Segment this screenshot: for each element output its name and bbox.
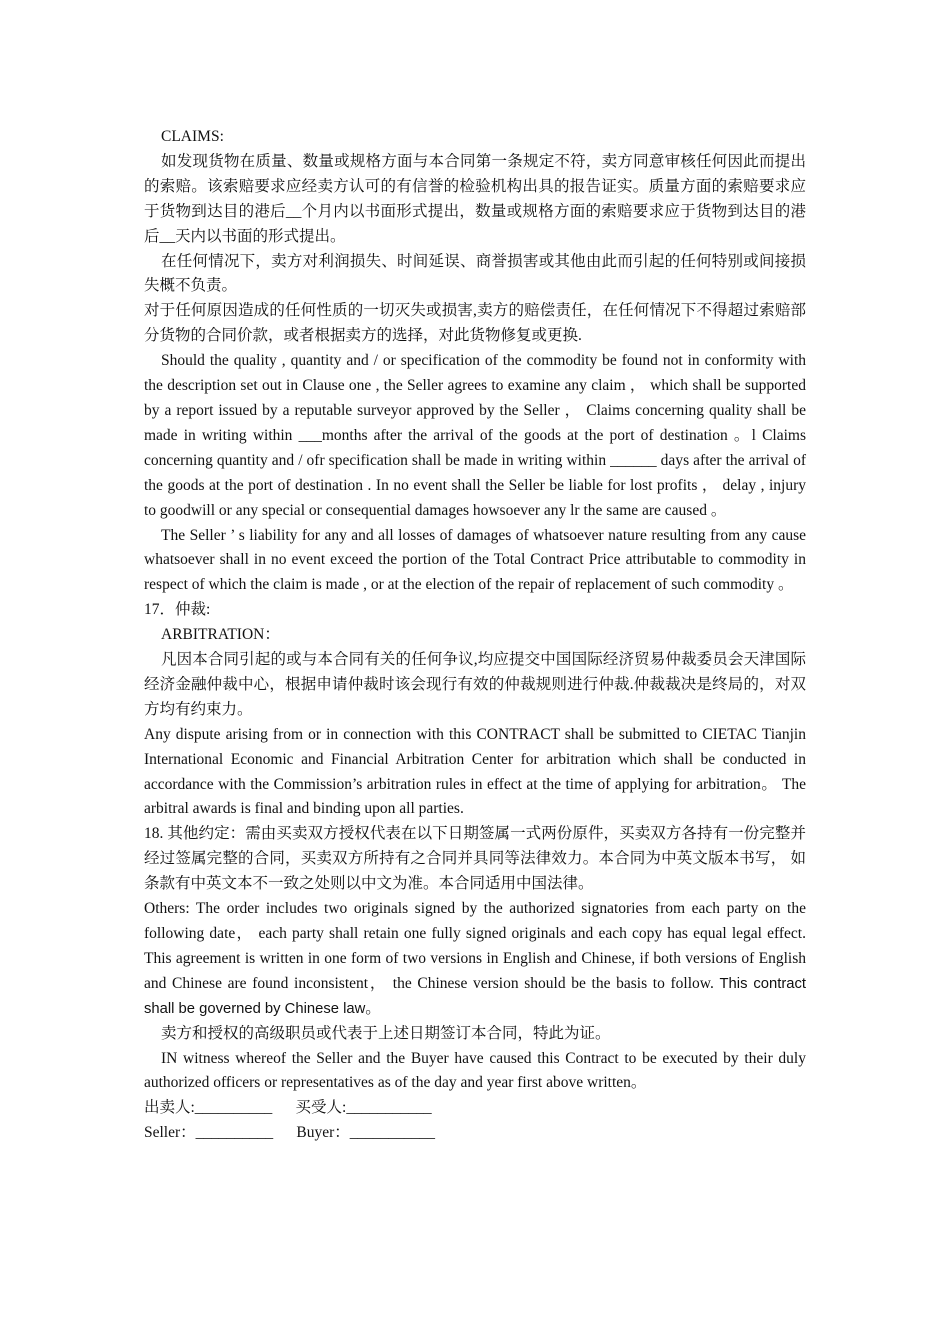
- others-en-paragraph: [144, 897, 806, 1022]
- governing-law-text: This contract shall be governed by Chinese law: [144, 975, 806, 1017]
- claims-heading: CLAIMS:: [161, 128, 224, 145]
- contract-page: [144, 125, 806, 1146]
- witness-cn-paragraph: 卖方和授权的高级职员或代表于上述日期签订本合同，特此为证。: [161, 1024, 611, 1042]
- signature-line-en: Seller：__________ Buyer：___________: [144, 1124, 436, 1142]
- arbitration-cn-paragraph: 凡因本合同引起的或与本合同有关的任何争议,均应提交中国国际经济贸易仲裁委员会天津国际经济金融仲裁中心，根据申请仲裁时该会现行有效的仲裁规则进行仲裁.仲裁裁决是终局的，对双方均有约束力。: [144, 651, 806, 718]
- arbitration-section-title: 17．仲裁:: [144, 601, 211, 619]
- claims-cn-paragraph-1: 如发现货物在质量、数量或规格方面与本合同第一条规定不符，卖方同意审核任何因此而提出的索赔。该索赔要求应经卖方认可的有信誉的检验机构出具的报告证实。质量方面的索赔要求应于货物到达目的港后__个月内以书面形式提出，数量或规格方面的索赔要求应于货物到达目的港后__天内以书面的形式提出。: [144, 152, 806, 245]
- others-en-end: 。: [365, 999, 381, 1017]
- others-en-main: Others: The order includes two originals signed by the authorized signatories from each party on the following date， each party shall retain one fully signed originals and each copy has equal legal effect. This agreement is written in one form of two versions in English and Chinese, if both versions of English and Chinese are found inconsistent， the Chinese version should be the basis to follow.: [144, 900, 806, 992]
- witness-en-paragraph: IN witness whereof the Seller and the Buyer have caused this Contract to be executed by their duly authorized officers or representatives as of the day and year first above written。: [144, 1049, 806, 1092]
- arbitration-heading: ARBITRATION：: [161, 626, 280, 644]
- others-cn-paragraph: 18. 其他约定：需由买卖双方授权代表在以下日期签属一式两份原件，买卖双方各持有一份完整并经过签属完整的合同，买卖双方所持有之合同并具同等法律效力。本合同为中英文版本书写， 如条款有中英文本不一致之处则以中文为准。本合同适用中国法律。: [144, 825, 806, 893]
- claims-en-paragraph-2: The Seller ’ s liability for any and all losses of damages of whatsoever nature resulting from any cause whatsoever shall in no event exceed the portion of the Total Contract Price attributable to commodity in respect of which the claim is made , or at the election of the repair of replacement of such commodity 。: [144, 526, 806, 594]
- claims-cn-paragraph-2: 在任何情况下，卖方对利润损失、时间延误、商誉损害或其他由此而引起的任何特别或间接损失概不负责。: [144, 252, 806, 295]
- claims-en-paragraph-1: Should the quality , quantity and / or specification of the commodity be found not in conformity with the description set out in Clause one , the Seller agrees to examine any claim ， which shall be supported by a report issued by a reputable surveyor approved by the Seller ， Claims concerning quality shall be made in writing within ___months after the arrival of the goods at the port of destination 。l Claims concerning quantity and / ofr specification shall be made in writing within ______ days after the arrival of the goods at the port of destination . In no event shall the Seller be liable for lost profits ， delay , injury to goodwill or any special or consequential damages howsoever any lr the same are caused 。: [144, 352, 806, 519]
- signature-line-cn: 出卖人:__________ 买受人:___________: [144, 1099, 432, 1117]
- arbitration-en-paragraph: Any dispute arising from or in connection with this CONTRACT shall be submitted to CIETAC Tianjin International Economic and Financial Arbitration Center for arbitration which shall be conducted in accordance with the Commission’s arbitration rules in effect at the time of applying for arbitration。 The arbitral awards is final and binding upon all parties.: [144, 725, 806, 818]
- claims-cn-paragraph-3: 对于任何原因造成的任何性质的一切灭失或损害,卖方的赔偿责任，在任何情况下不得超过索赔部分货物的合同价款，或者根据卖方的选择，对此货物修复或更换.: [144, 302, 806, 345]
